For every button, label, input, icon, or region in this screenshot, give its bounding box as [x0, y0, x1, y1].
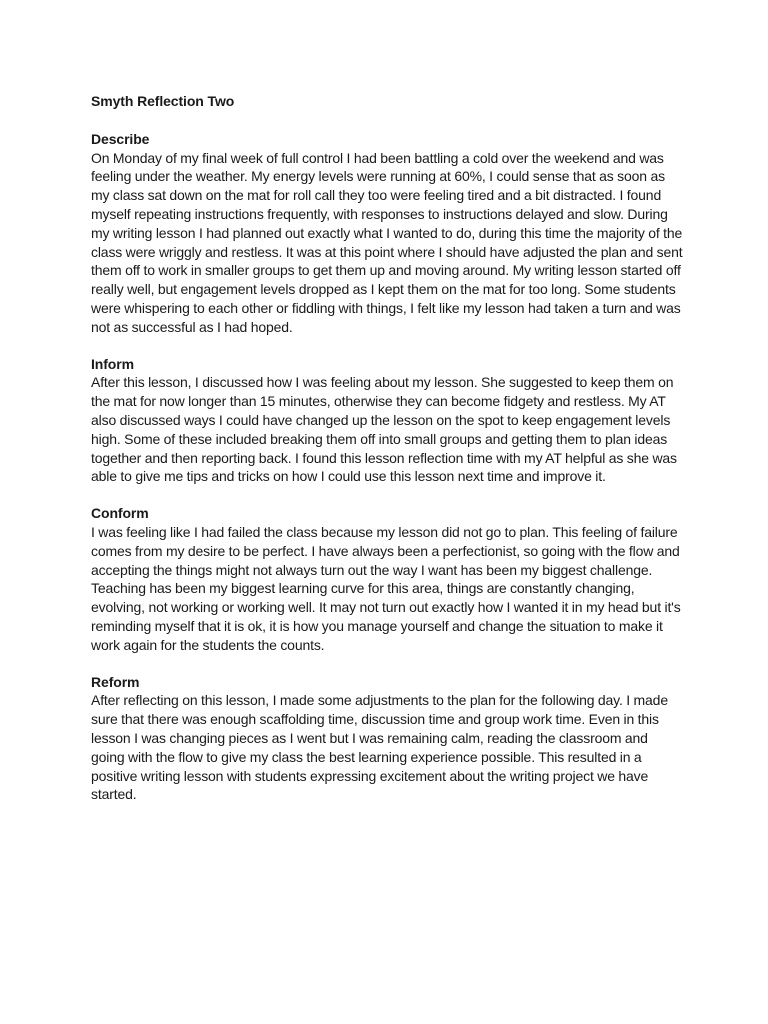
- section-reform: [91, 673, 683, 805]
- section-body: I was feeling like I had failed the class because my lesson did not go to plan. This feeling of failure comes from my desire to be perfect. I have always been a perfectionist, so going with the flow and accepting the things might not always turn out the way I want has been my biggest challenge. Teaching has been my biggest learning curve for this area, things are constantly changing, evolving, not working or working well. It may not turn out exactly how I wanted it in my head but it's reminding myself that it is ok, it is how you manage yourself and change the situation to make it work again for the students the counts.: [91, 523, 681, 653]
- section-describe: [91, 130, 683, 337]
- section-heading: Describe: [91, 130, 150, 147]
- section-heading: Inform: [91, 355, 134, 372]
- section-body: After reflecting on this lesson, I made some adjustments to the plan for the following day. I made sure that there was enough scaffolding time, discussion time and group work time. Even in this lesson I was changing pieces as I went but I was remaining calm, reading the classroom and going with the flow to give my class the best learning experience possible. This resulted in a positive writing lesson with students expressing excitement about the writing project we have started.: [91, 692, 668, 803]
- document-title: Smyth Reflection Two: [91, 93, 235, 109]
- section-inform: [91, 355, 683, 487]
- document-content: [91, 92, 683, 822]
- section-heading: Conform: [91, 505, 149, 522]
- section-body: On Monday of my final week of full control I had been battling a cold over the weekend and was feeling under the weather. My energy levels were running at 60%, I could sense that as soon as my class sat down on the mat for roll call they too were feeling tired and a bit distracted. I found myself repeating instructions frequently, with responses to instructions delayed and slow. During my writing lesson I had planned out exactly what I wanted to do, during this time the majority of the class were wriggly and restless. It was at this point where I should have adjusted the plan and sent them off to work in smaller groups to get them up and moving around. My writing lesson started off really well, but engagement levels dropped as I kept them on the mat for too long. Some students were whispering to each other or fiddling with things, I felt like my lesson had taken a turn and was not as successful as I had hoped.: [91, 149, 683, 335]
- section-body: After this lesson, I discussed how I was feeling about my lesson. She suggested to keep them on the mat for now longer than 15 minutes, otherwise they can become fidgety and restless. My AT also discussed ways I could have changed up the lesson on the spot to keep engagement levels high. Some of these included breaking them off into small groups and getting them to plan ideas together and then reporting back. I found this lesson reflection time with my AT helpful as she was able to give me tips and tricks on how I could use this lesson next time and improve it.: [91, 374, 677, 485]
- section-heading: Reform: [91, 673, 140, 690]
- section-conform: [91, 504, 683, 654]
